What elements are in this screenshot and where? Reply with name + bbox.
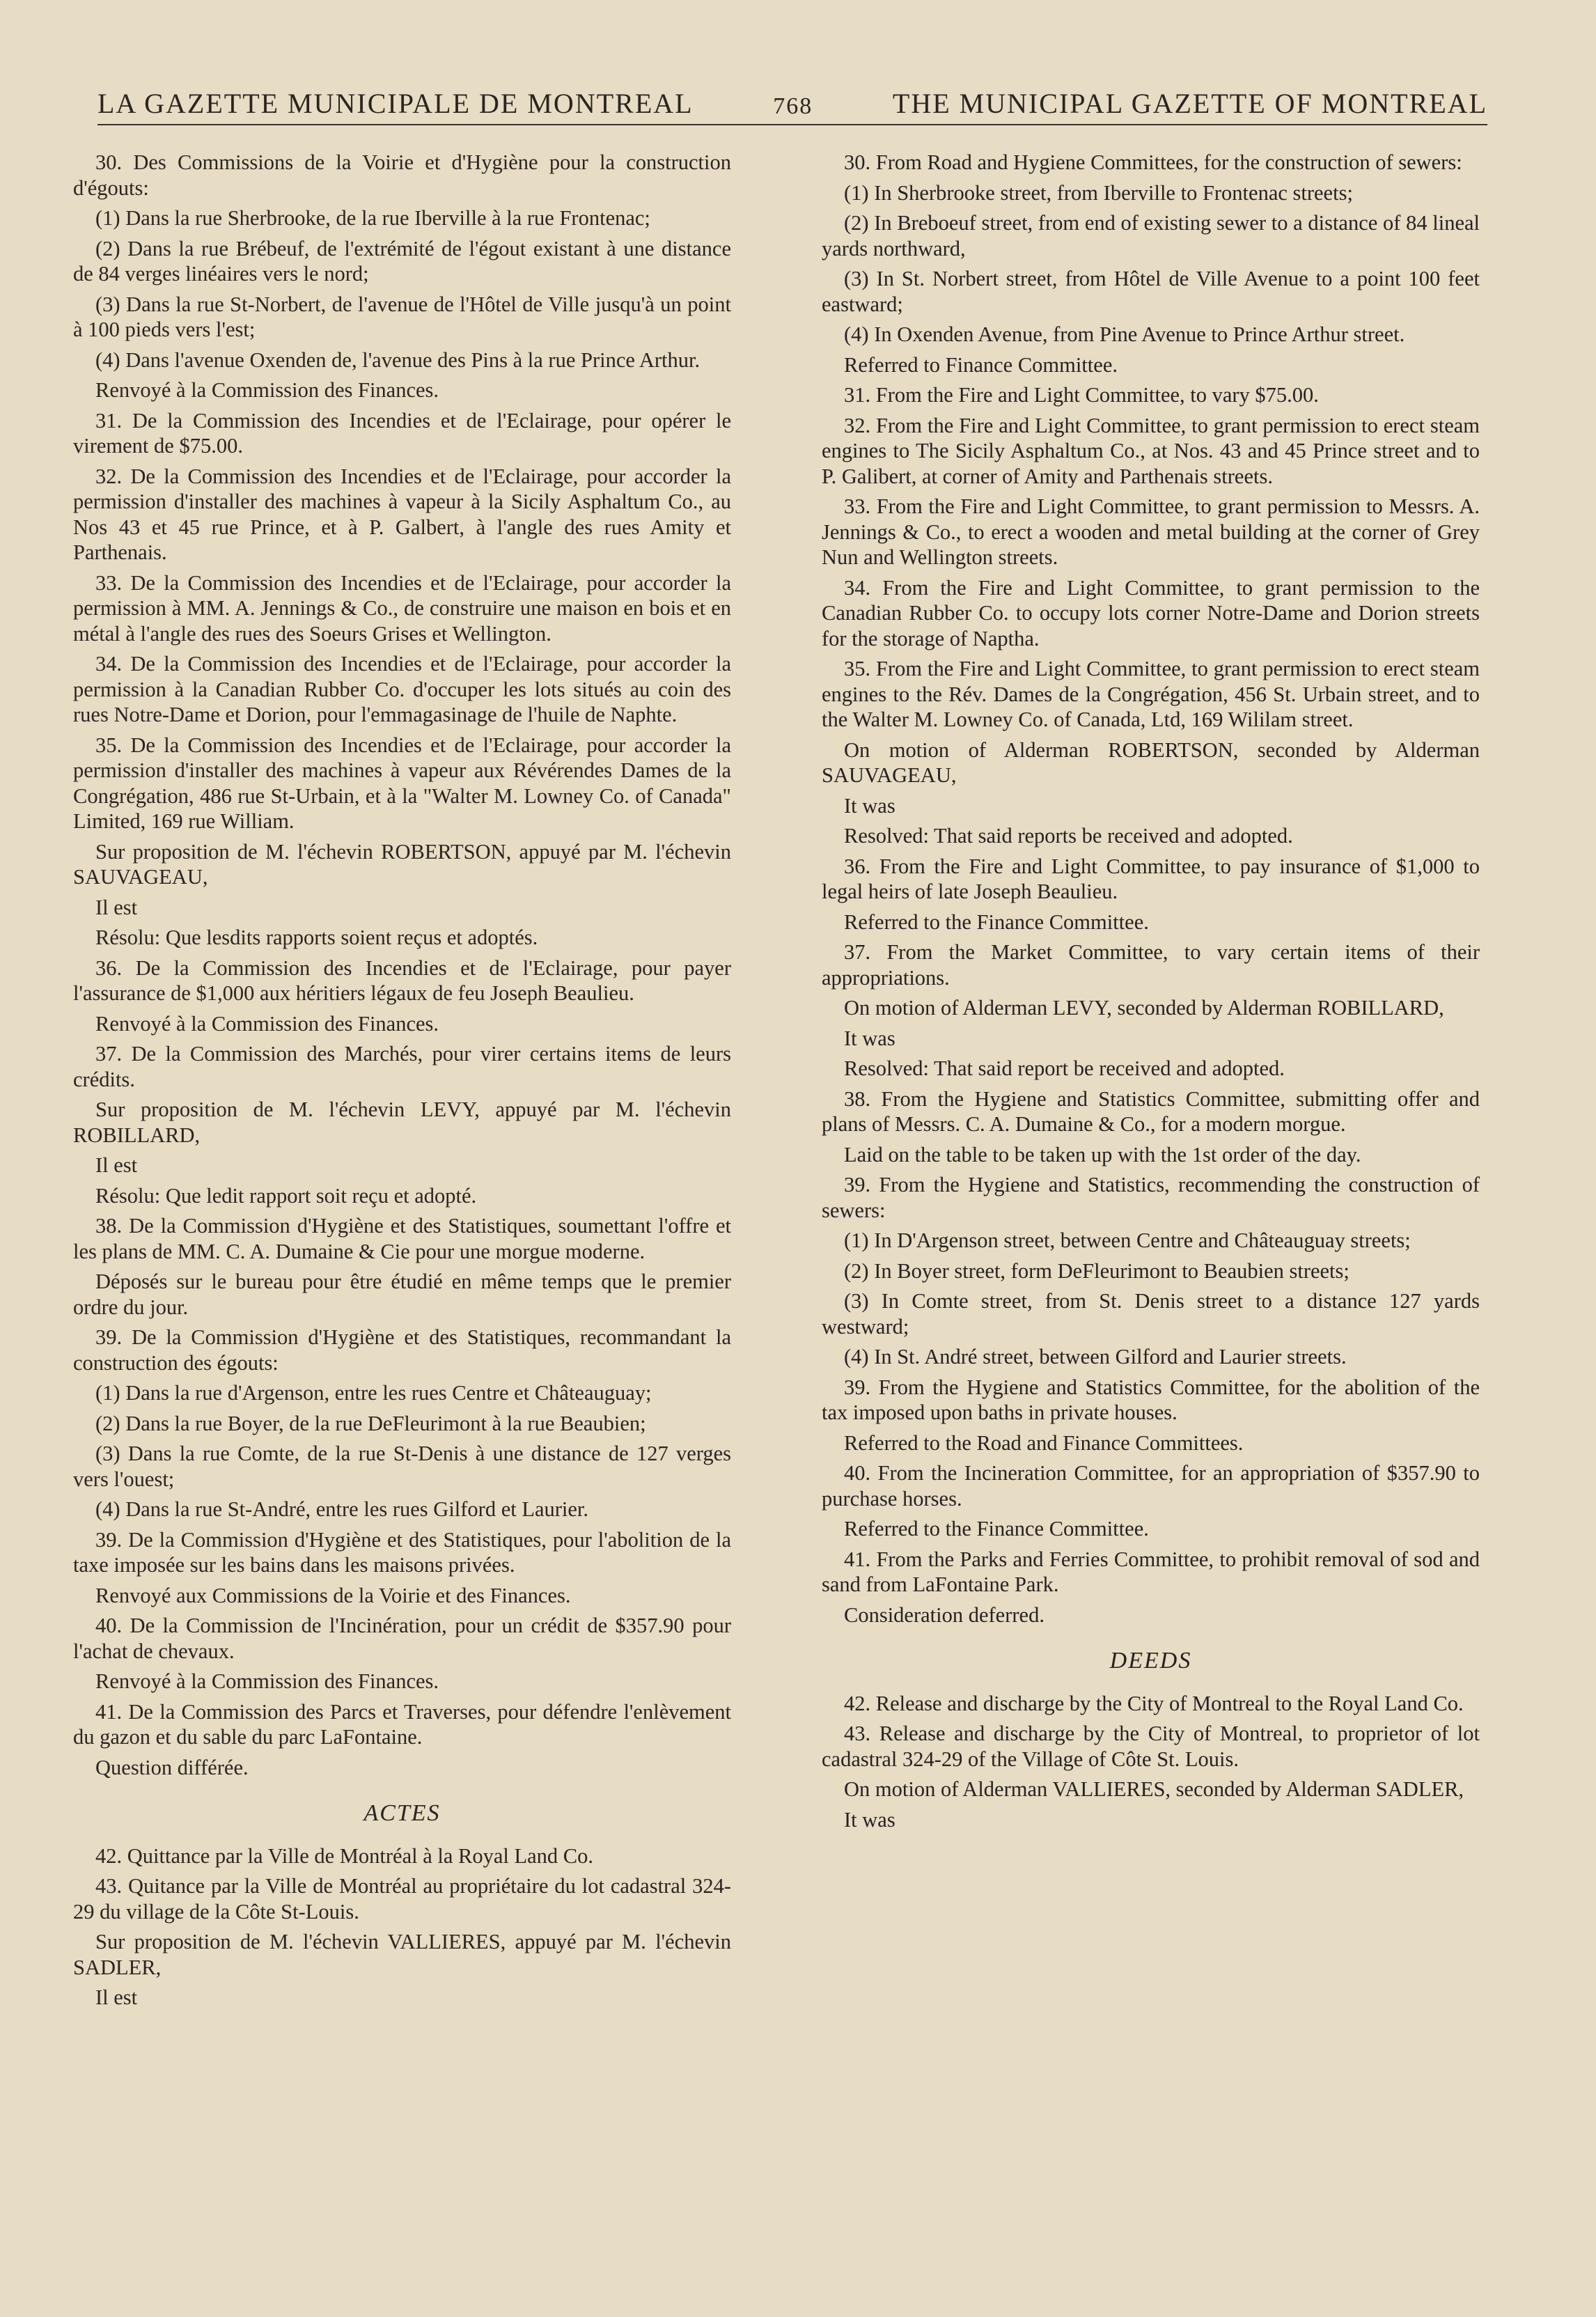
french-paragraph: Question différée. (95, 1755, 249, 1779)
french-paragraph: 32. De la Commission des Incendies et de l'Eclairage, pour accorder la permission d'installer des machines à vapeur à la Sicily Asphaltum Co., au Nos 43 et 45 rue Prince, et à P. Galbert, à l'angle des rues Amity et Parthenais. (73, 464, 731, 564)
french-paragraph: Résolu: Que lesdits rapports soient reçus et adoptés. (95, 926, 538, 949)
french-paragraph: (2) Dans la rue Boyer, de la rue DeFleurimont à la rue Beaubien; (95, 1411, 646, 1435)
french-paragraph: Renvoyé aux Commissions de la Voirie et des Finances. (95, 1583, 571, 1607)
english-paragraph: 38. From the Hygiene and Statistics Committee, submitting offer and plans of Messrs. C. A. Dumaine & Co., for a modern morgue. (822, 1086, 1480, 1136)
english-paragraph: It was (844, 1026, 895, 1050)
french-paragraph: Il est (95, 1153, 138, 1177)
french-paragraph: (3) Dans la rue Comte, de la rue St-Denis à une distance de 127 verges vers l'ouest; (73, 1442, 731, 1491)
french-paragraph: 35. De la Commission des Incendies et de l'Eclairage, pour accorder la permission d'installer des machines à vapeur aux Révérendes Dames de la Congrégation, 486 rue St-Urbain, et à la "Walter M. Lowney Co. of Canada" Limited, 169 rue William. (73, 733, 731, 833)
english-paragraph: 39. From the Hygiene and Statistics, recommending the construction of sewers: (822, 1173, 1480, 1222)
english-paragraph: Consideration deferred. (844, 1602, 1045, 1627)
english-paragraph: (2) In Boyer street, form DeFleurimont to Beaubien streets; (844, 1258, 1349, 1283)
english-paragraph: On motion of Alderman LEVY, seconded by Alderman ROBILLARD, (844, 996, 1444, 1020)
french-deed-paragraph: 42. Quittance par la Ville de Montréal à la Royal Land Co. (95, 1843, 593, 1868)
english-paragraph: 33. From the Fire and Light Committee, to grant permission to Messrs. A. Jennings & Co., to erect a wooden and metal building at the corner of Grey Nun and Wellington streets. (822, 494, 1480, 569)
english-paragraph: (3) In St. Norbert street, from Hôtel de Ville Avenue to a point 100 feet eastward; (822, 267, 1480, 316)
french-paragraph: 33. De la Commission des Incendies et de l'Eclairage, pour accorder la permission à MM. A. Jennings & Co., de construire une maison en bois et en métal à l'angle des rues des Soeurs Grises et Wellington. (73, 570, 731, 646)
page-header (97, 70, 1487, 125)
english-paragraph: Laid on the table to be taken up with the 1st order of the day. (844, 1142, 1361, 1167)
english-paragraph: 31. From the Fire and Light Committee, to vary $75.00. (844, 383, 1319, 407)
english-deeds-heading: DEEDS (1109, 1648, 1192, 1674)
english-deed-paragraph: It was (844, 1807, 895, 1832)
english-paragraph: 36. From the Fire and Light Committee, to pay insurance of $1,000 to legal heirs of late Joseph Beaulieu. (822, 854, 1480, 903)
english-paragraph: Resolved: That said reports be received and adopted. (844, 824, 1293, 848)
english-paragraph: 40. From the Incineration Committee, for an appropriation of $357.90 to purchase horses. (822, 1461, 1480, 1511)
french-masthead: LA GAZETTE MUNICIPALE DE MONTREAL (97, 88, 694, 119)
french-paragraph: Renvoyé à la Commission des Finances. (95, 1011, 439, 1036)
english-paragraph: On motion of Alderman ROBERTSON, seconded by Alderman SAUVAGEAU, (822, 738, 1480, 787)
french-paragraph: Il est (95, 895, 138, 919)
english-paragraph: 30. From Road and Hygiene Committees, for the construction of sewers: (844, 150, 1462, 174)
english-paragraph: (2) In Breboeuf street, from end of existing sewer to a distance of 84 lineal yards northward, (822, 211, 1480, 260)
french-column (73, 150, 731, 2015)
french-paragraph: Résolu: Que ledit rapport soit reçu et adopté. (95, 1183, 477, 1208)
french-paragraph: 38. De la Commission d'Hygiène et des Statistiques, soumettant l'offre et les plans de MM. C. A. Dumaine & Cie pour une morgue moderne. (73, 1214, 731, 1263)
page-number: 768 (773, 93, 813, 119)
french-paragraph: 30. Des Commissions de la Voirie et d'Hygiène pour la construction d'égouts: (73, 150, 731, 200)
french-paragraph: Sur proposition de M. l'échevin ROBERTSON, appuyé par M. l'échevin SAUVAGEAU, (73, 839, 731, 889)
english-paragraph: 37. From the Market Committee, to vary certain items of their appropriations. (822, 940, 1480, 990)
french-paragraph: Sur proposition de M. l'échevin LEVY, appuyé par M. l'échevin ROBILLARD, (73, 1098, 731, 1147)
french-deed-paragraph: Il est (95, 1986, 138, 2009)
english-paragraph: Referred to Finance Committee. (844, 352, 1118, 377)
french-paragraph: 34. De la Commission des Incendies et de l'Eclairage, pour accorder la permission à la Canadian Rubber Co. d'occuper les lots situés au coin des rues Notre-Dame et Dorion, pour l'emmagasinage de l'huile de Naphte. (73, 652, 731, 726)
english-paragraph: It was (844, 793, 895, 818)
french-paragraph: 36. De la Commission des Incendies et de l'Eclairage, pour payer l'assurance de $1,000 aux héritiers légaux de feu Joseph Beaulieu. (73, 955, 731, 1005)
french-paragraph: Renvoyé à la Commission des Finances. (95, 378, 439, 402)
english-paragraph: 39. From the Hygiene and Statistics Committee, for the abolition of the tax imposed upon baths in private houses. (822, 1375, 1480, 1424)
english-deed-paragraph: 43. Release and discharge by the City of Montreal, to proprietor of lot cadastral 324-29 of the Village of Côte St. Louis. (822, 1722, 1480, 1771)
french-paragraph: 39. De la Commission d'Hygiène et des Statistiques, pour l'abolition de la taxe imposée sur les bains dans les maisons privées. (73, 1527, 731, 1577)
french-paragraph: 41. De la Commission des Parcs et Traverses, pour défendre l'enlèvement du gazon et du sable du parc LaFontaine. (73, 1699, 731, 1749)
french-deed-paragraph: 43. Quitance par la Ville de Montréal au propriétaire du lot cadastral 324-29 du village de la Côte St-Louis. (73, 1874, 731, 1924)
french-paragraph: 40. De la Commission de l'Incinération, pour un crédit de $357.90 pour l'achat de chevaux. (73, 1614, 731, 1663)
english-paragraph: (4) In St. André street, between Gilford and Laurier streets. (844, 1345, 1347, 1368)
english-deed-paragraph: 42. Release and discharge by the City of Montreal to the Royal Land Co. (844, 1691, 1464, 1715)
english-paragraph: (4) In Oxenden Avenue, from Pine Avenue to Prince Arthur street. (844, 322, 1405, 346)
english-deed-paragraph: On motion of Alderman VALLIERES, seconded by Alderman SADLER, (844, 1777, 1464, 1801)
english-paragraph: (3) In Comte street, from St. Denis street to a distance 127 yards westward; (822, 1289, 1480, 1339)
english-paragraph: 34. From the Fire and Light Committee, to grant permission to the Canadian Rubber Co. to occupy lots corner Notre-Dame and Dorion streets for the storage of Naptha. (822, 575, 1480, 650)
french-paragraph: 37. De la Commission des Marchés, pour virer certains items de leurs crédits. (73, 1042, 731, 1091)
english-paragraph: Referred to the Road and Finance Committees. (844, 1430, 1244, 1455)
english-paragraph: (1) In D'Argenson street, between Centre and Châteauguay streets; (844, 1228, 1411, 1252)
english-column (822, 150, 1480, 1837)
french-deeds-heading: ACTES (363, 1800, 441, 1826)
french-paragraph: 39. De la Commission d'Hygiène et des Statistiques, recommandant la construction des égouts: (73, 1325, 731, 1375)
french-paragraph: (3) Dans la rue St-Norbert, de l'avenue de l'Hôtel de Ville jusqu'à un point à 100 pieds vers l'est; (73, 292, 731, 341)
english-paragraph: 32. From the Fire and Light Committee, to grant permission to erect steam engines to The Sicily Asphaltum Co., at Nos. 43 and 45 Prince street and to P. Galibert, at corner of Amity and Parthenais streets. (822, 413, 1480, 488)
french-paragraph: (1) Dans la rue d'Argenson, entre les rues Centre et Châteauguay; (95, 1381, 652, 1405)
french-paragraph: (2) Dans la rue Brébeuf, de l'extrémité de l'égout existant à une distance de 84 verges linéaires vers le nord; (73, 236, 731, 286)
english-masthead: THE MUNICIPAL GAZETTE OF MONTREAL (892, 88, 1487, 119)
english-paragraph: 35. From the Fire and Light Committee, to grant permission to erect steam engines to the Rév. Dames de la Congrégation, 456 St. Urbain street, and to the Walter M. Lowney Co. of Canada, Ltd, 169 Wililam street. (822, 657, 1480, 731)
english-paragraph: 41. From the Parks and Ferries Committee, to prohibit removal of sod and sand from LaFontaine Park. (822, 1547, 1480, 1596)
french-paragraph: Déposés sur le bureau pour être étudié en même temps que le premier ordre du jour. (73, 1270, 731, 1319)
french-paragraph: (4) Dans l'avenue Oxenden de, l'avenue des Pins à la rue Prince Arthur. (95, 348, 701, 372)
english-paragraph: Referred to the Finance Committee. (844, 1517, 1149, 1540)
french-paragraph: Renvoyé à la Commission des Finances. (95, 1669, 439, 1693)
english-paragraph: Referred to the Finance Committee. (844, 910, 1149, 934)
french-paragraph: 31. De la Commission des Incendies et de l'Eclairage, pour opérer le virement de $75.00. (73, 408, 731, 458)
english-paragraph: (1) In Sherbrooke street, from Iberville to Frontenac streets; (844, 180, 1353, 205)
english-paragraph: Resolved: That said report be received and adopted. (844, 1056, 1285, 1080)
french-deed-paragraph: Sur proposition de M. l'échevin VALLIERES, appuyé par M. l'échevin SADLER, (73, 1930, 731, 1979)
french-paragraph: (4) Dans la rue St-André, entre les rues Gilford et Laurier. (95, 1497, 589, 1521)
french-paragraph: (1) Dans la rue Sherbrooke, de la rue Iberville à la rue Frontenac; (95, 206, 650, 230)
